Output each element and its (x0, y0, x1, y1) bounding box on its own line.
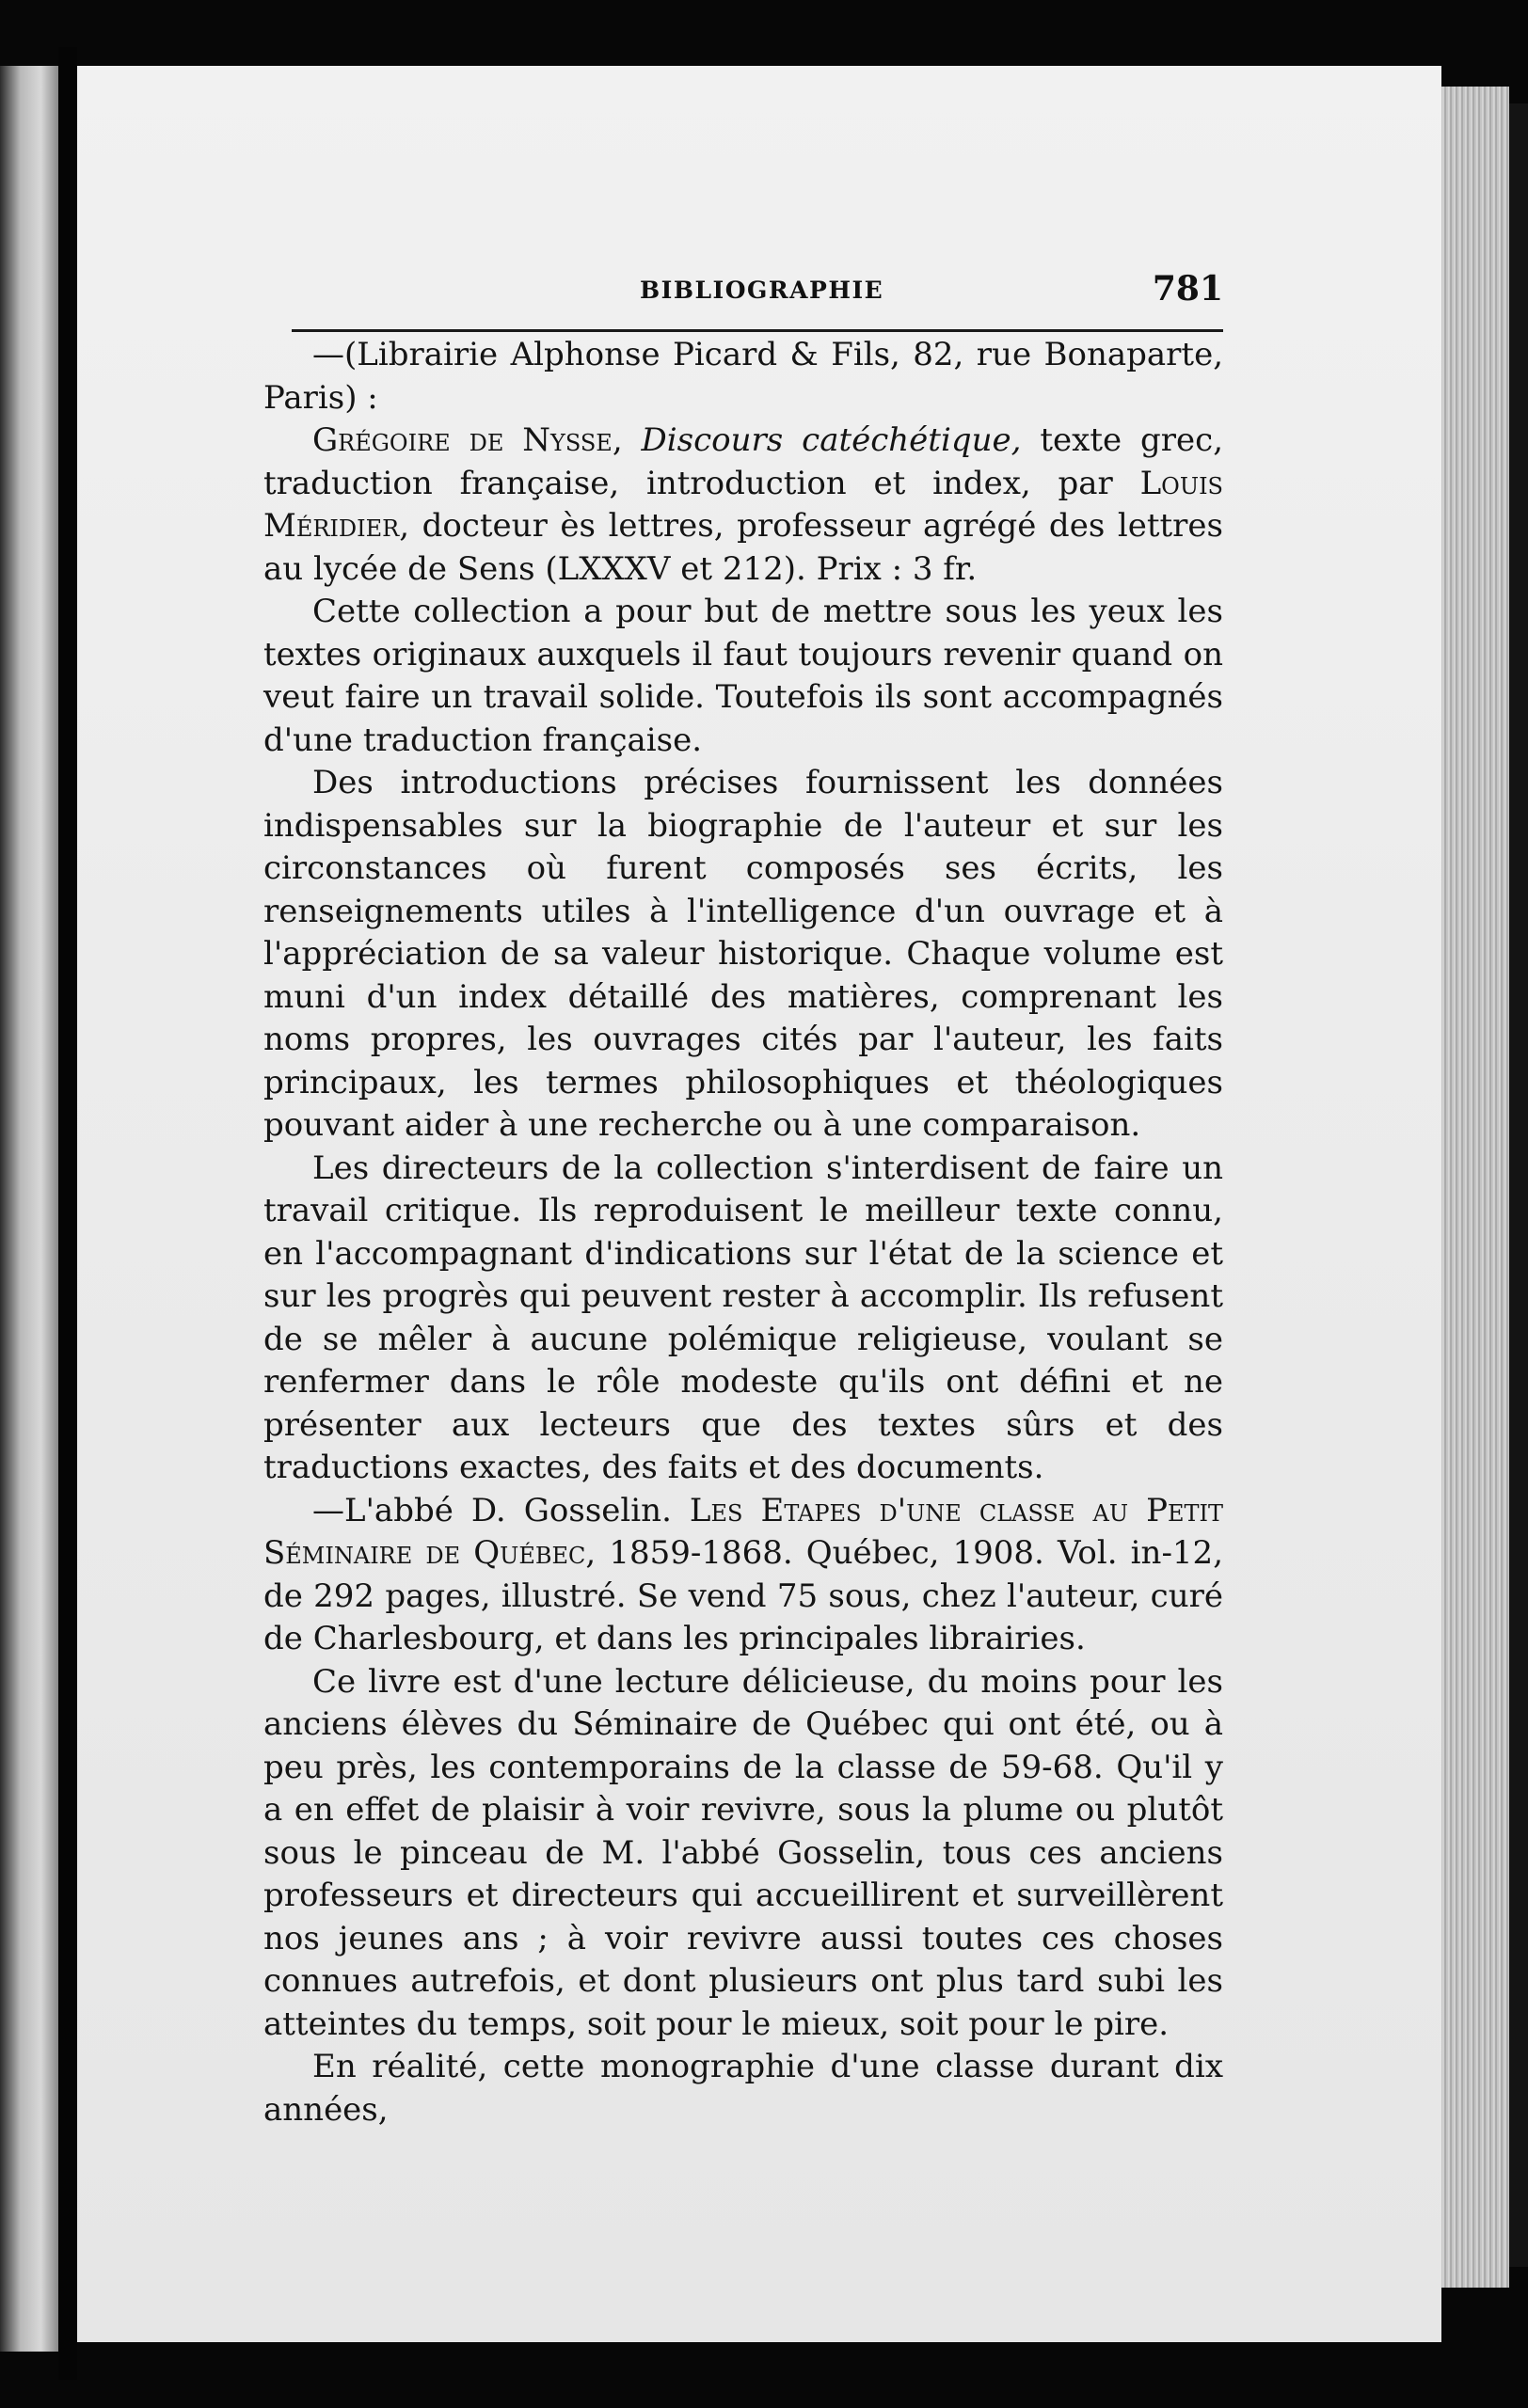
paragraph-review (263, 1661, 1223, 2047)
page-number: 781 (1152, 269, 1223, 309)
entry-lead: —L'abbé D. Gosselin. (312, 1491, 672, 1529)
paragraph-text: Ce livre est d'une lecture délicieuse, du moins pour les anciens élèves du Séminaire de Québec qui ont été, ou à peu près, les contemporains de la classe de 59-68. Qu'il y a en effet de plaisir à voir revivre, sous la plume ou plutôt sous le pinceau de M. l'abbé Gosselin, tous ces anciens professeurs et directeurs qui accueillirent et surveillèrent nos jeunes ans ; à voir revivre aussi toutes ces choses connues autrefois, et dont plusieurs ont plus tard subi les atteintes du temps, soit pour le mieux, soit pour le pire. (263, 1662, 1223, 2043)
page-stack-edges (1441, 87, 1509, 2288)
paragraph-text: Cette collection a pour but de mettre sous les yeux les textes originaux auxquels il faut toujours revenir quand on veut faire un travail solide. Toutefois ils sont accompagnés d'une traduction française. (263, 593, 1223, 759)
book-title: Discours catéchétique, (641, 421, 1022, 459)
paragraph-text: En réalité, cette monographie d'une classe durant dix années, (263, 2048, 1223, 2129)
paragraph-gosselin-entry (263, 1490, 1223, 1661)
body-text (263, 334, 1223, 2131)
paragraph-publisher (263, 334, 1223, 420)
book-editor: Louis Méridier, (263, 464, 1223, 545)
paragraph-text: 1859-1868. Québec, 1908. Vol. in-12, de 292 pages, illustré. Se vend 75 sous, chez l'auteur, curé de Charlesbourg, et dans les principales librairies. (263, 1534, 1224, 1657)
paragraph-collection-purpose (263, 591, 1223, 762)
page-header (292, 269, 1223, 325)
paragraph-text: —(Librairie Alphonse Picard & Fils, 82, rue Bonaparte, Paris) : (263, 336, 1223, 417)
paragraph-introductions (263, 762, 1223, 1148)
header-rule (292, 329, 1223, 332)
book-gutter (58, 47, 77, 2380)
page-stack-shadow (1509, 103, 1528, 2267)
running-head: BIBLIOGRAPHIE (640, 277, 884, 304)
paragraph-text: Des introductions précises fournissent les données indispensables sur la biographie de l'auteur et sur les circonstances où furent composés ses écrits, les renseignements utiles à l'intelligence d'un ouvrage et à l'appréciation de sa valeur historique. Chaque volume est muni d'un index détaillé des matières, comprenant les noms propres, les ouvrages cités par l'auteur, les faits principaux, les termes philosophiques et théologiques pouvant aider à une recherche ou à une comparaison. (263, 764, 1223, 1144)
paragraph-closing (263, 2046, 1223, 2131)
paragraph-text: Les directeurs de la collection s'interdisent de faire un travail critique. Ils reproduisent le meilleur texte connu, en l'accompagnant d'indications sur l'état de la science et sur les progrès qui peuvent rester à accomplir. Ils refusent de se mêler à aucune polémique religieuse, voulant se renfermer dans le rôle modeste qu'ils ont défini et ne présenter aux lecteurs que des textes sûrs et des traductions exactes, des faits et des documents. (263, 1149, 1223, 1486)
paragraph-text: docteur ès lettres, professeur agrégé des lettres au lycée de Sens (LXXXV et 212). Prix : 3 fr. (263, 507, 1223, 588)
book-title: Les Etapes d'une classe au Petit Séminaire de Québec, (263, 1491, 1223, 1572)
paragraph-text: texte grec, traduction française, introduction et index, par (263, 421, 1223, 502)
book-author: Grégoire de Nysse, (312, 421, 623, 459)
paragraph-directors (263, 1148, 1223, 1490)
left-page-edge (0, 66, 58, 2352)
paragraph-gregoire-entry (263, 420, 1223, 591)
